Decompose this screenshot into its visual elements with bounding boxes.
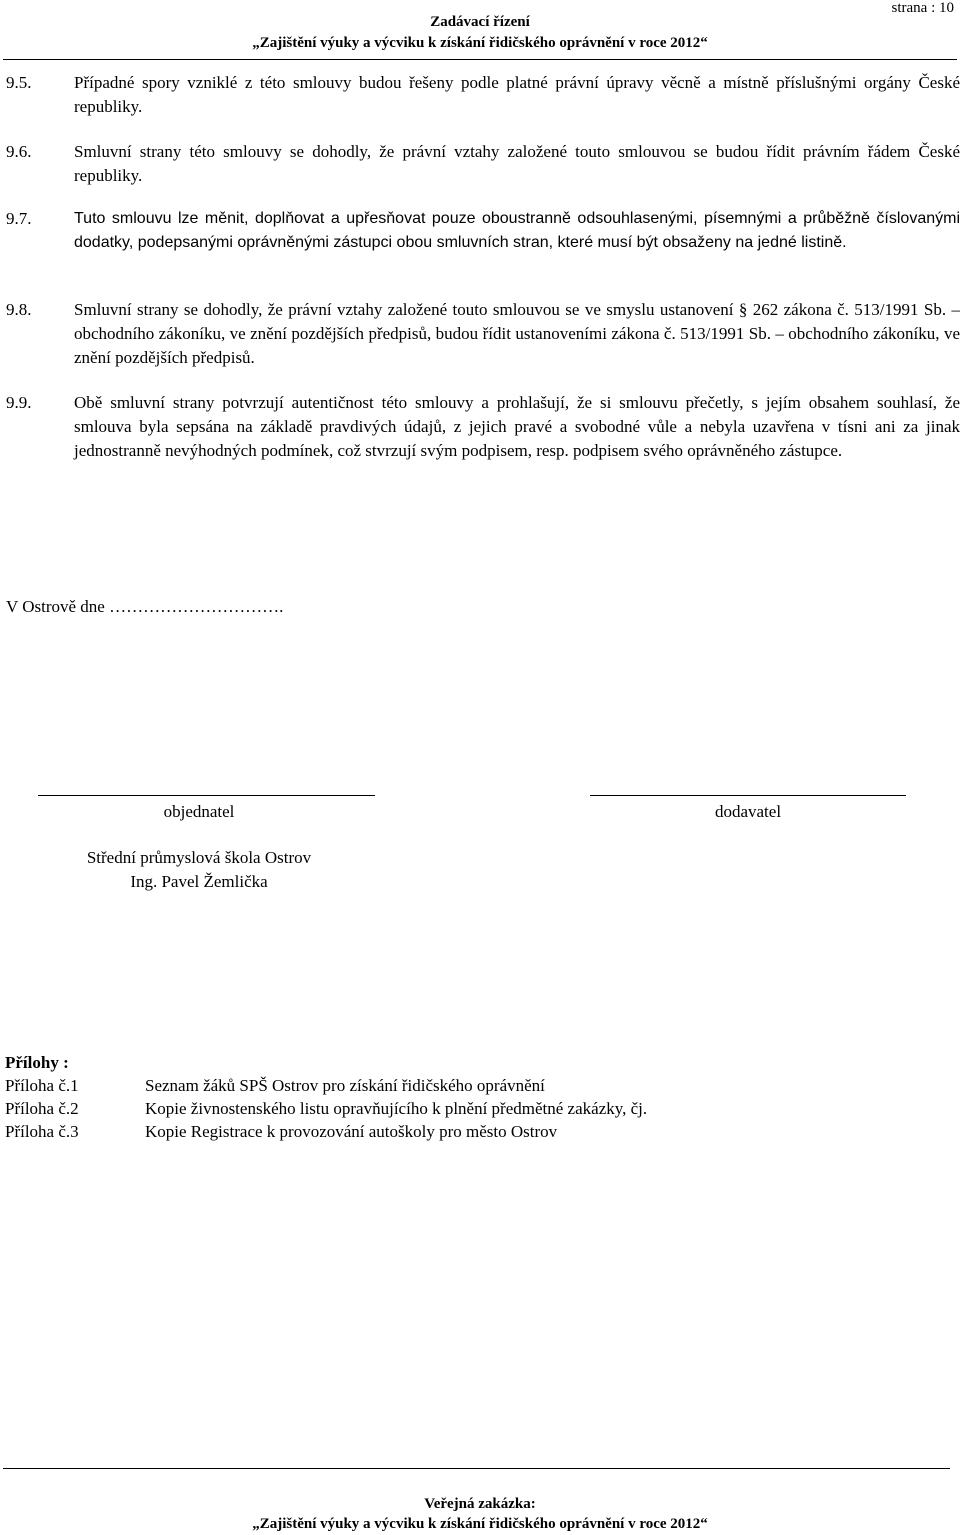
attachment-label: Příloha č.3 [5,1122,79,1141]
header-divider [3,59,957,60]
section-9-9 [6,391,960,463]
attachment-label: Příloha č.2 [5,1099,79,1118]
attachment-description: Kopie Registrace k provozování autoškoly pro město Ostrov [145,1122,558,1141]
section-9-6 [6,140,960,188]
section-number: 9.6. [6,142,32,161]
section-number: 9.7. [6,209,32,228]
header-title: Zadávací řízení [430,14,530,30]
attachment-description: Seznam žáků SPŠ Ostrov pro získání řidičského oprávnění [145,1076,545,1095]
section-9-5 [6,71,960,119]
attachments-heading: Přílohy : [5,1053,69,1072]
place-date: V Ostrově dne …………………………. [6,597,284,616]
footer-subtitle: „Zajištění výuky a výcviku k získání řidičského oprávnění v roce 2012“ [252,1516,708,1532]
section-text: Tuto smlouvu lze měnit, doplňovat a upřesňovat pouze oboustranně odsouhlasenými, písemnými a průběžně číslovanými dodatky, podepsanými oprávněnými zástupci obou smluvních stran, které musí být obsaženy na jedné listině. [74,210,960,251]
attachment-description: Kopie živnostenského listu opravňujícího k plnění předmětné zakázky, čj. [145,1099,648,1118]
signatory-name: Ing. Pavel Žemlička [130,872,268,891]
section-text: Smluvní strany se dohodly, že právní vztahy založené touto smlouvou se ve smyslu ustanovení § 262 zákona č. 513/1991 Sb. – obchodního zákoníku, ve znění pozdějších předpisů, budou řídit ustanoveními zákona č. 513/1991 Sb. – obchodního zákoníku, ve znění pozdějších předpisů. [74,300,960,367]
footer-title: Veřejná zakázka: [424,1496,536,1512]
signature-line-left [38,795,375,796]
signature-label-right: dodavatel [714,802,782,821]
section-number: 9.8. [6,300,32,319]
section-text: Případné spory vzniklé z této smlouvy budou řešeny podle platné právní úpravy věcně a místně příslušnými orgány České republiky. [74,73,960,116]
attachment-label: Příloha č.1 [5,1076,79,1095]
signature-line-right [590,795,906,796]
section-text: Smluvní strany této smlouvy se dohodly, že právní vztahy založené touto smlouvou se budou řídit právním řádem České republiky. [74,142,960,185]
signature-label-left: objednatel [163,802,235,821]
section-9-8 [6,298,960,370]
footer-divider [3,1468,950,1469]
section-text: Obě smluvní strany potvrzují autentičnost této smlouvy a prohlašují, že si smlouvu přečetly, s jejím obsahem souhlasí, že smlouva byla sepsána na základě pravdivých údajů, z jejich pravé a svobodné vůle a nebyla uzavřena v tísni ani za jinak jednostranně nevýhodných podmínek, což stvrzují svým podpisem, resp. podpisem svého oprávněného zástupce. [74,393,960,460]
page-number: strana : 10 [891,0,954,16]
school-name: Střední průmyslová škola Ostrov [86,848,312,867]
section-number: 9.9. [6,393,32,412]
section-number: 9.5. [6,73,32,92]
header-subtitle: „Zajištění výuky a výcviku k získání řidičského oprávnění v roce 2012“ [252,35,708,51]
section-9-7 [6,207,960,255]
